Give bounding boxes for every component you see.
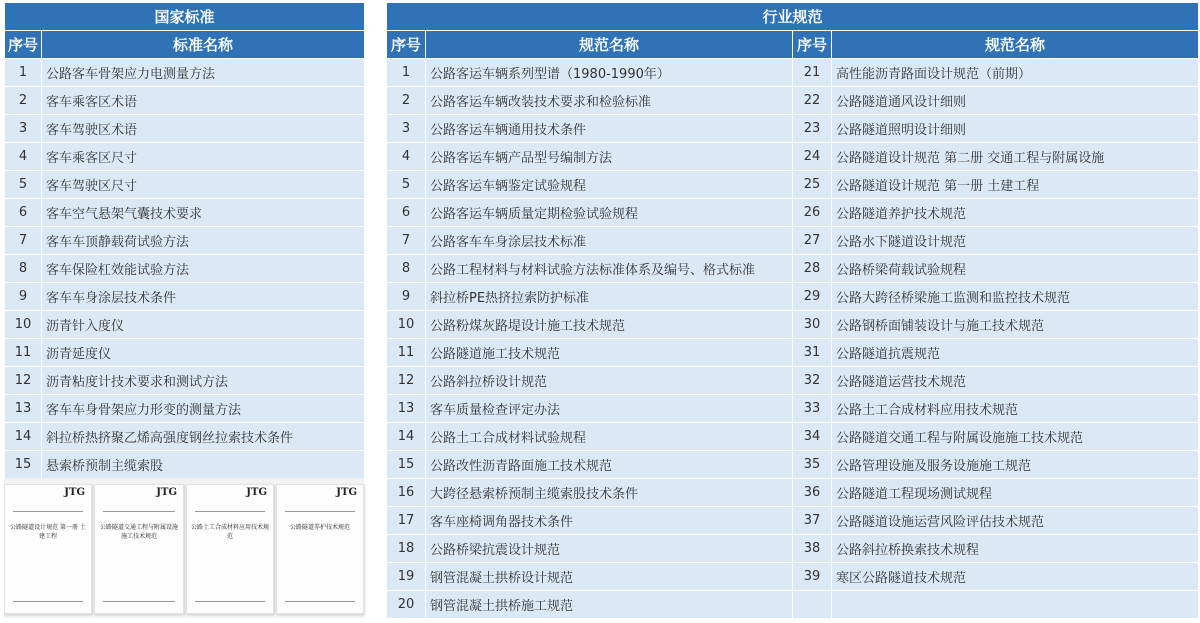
- row-number: 7: [5, 227, 42, 255]
- row-number: 38: [793, 535, 832, 563]
- spec-name: 公路改性沥青路面施工技术规范: [426, 451, 793, 479]
- table-row: [5, 255, 365, 283]
- empty-cell: [832, 591, 1199, 619]
- spec-name: 公路客车车身涂层技术标准: [426, 227, 793, 255]
- industry-specs-title: 行业规范: [387, 3, 1199, 31]
- row-number: 17: [387, 507, 426, 535]
- standard-name: 客车乘客区尺寸: [42, 143, 365, 171]
- spec-name: 公路隧道交通工程与附属设施施工技术规范: [832, 423, 1199, 451]
- spec-name: 公路客运车辆产品型号编制方法: [426, 143, 793, 171]
- row-number: 34: [793, 423, 832, 451]
- row-number: 29: [793, 283, 832, 311]
- row-number: 7: [387, 227, 426, 255]
- row-number: 30: [793, 311, 832, 339]
- row-number: 18: [387, 535, 426, 563]
- spec-name: 公路客运车辆通用技术条件: [426, 115, 793, 143]
- table-row: [5, 311, 365, 339]
- table-row: [5, 87, 365, 115]
- row-number: 15: [5, 451, 42, 479]
- row-number: 31: [793, 339, 832, 367]
- spec-name: 公路客运车辆系列型谱（1980-1990年）: [426, 59, 793, 87]
- table-row: [5, 395, 365, 423]
- table-row: [387, 451, 1199, 479]
- row-number: 6: [387, 199, 426, 227]
- spec-name: 公路隧道工程现场测试规程: [832, 479, 1199, 507]
- row-number: 14: [387, 423, 426, 451]
- table-row: [387, 115, 1199, 143]
- standard-name: 客车驾驶区术语: [42, 115, 365, 143]
- standard-name: 客车乘客区术语: [42, 87, 365, 115]
- spec-name: 公路客运车辆质量定期检验试验规程: [426, 199, 793, 227]
- national-standards-table: [4, 2, 365, 479]
- row-number: 1: [5, 59, 42, 87]
- row-number: 9: [387, 283, 426, 311]
- column-header-no: 序号: [793, 31, 832, 59]
- row-number: 20: [387, 591, 426, 619]
- spec-name: 公路隧道养护技术规范: [832, 199, 1199, 227]
- table-row: [5, 283, 365, 311]
- row-number: 32: [793, 367, 832, 395]
- row-number: 25: [793, 171, 832, 199]
- table-row: [387, 339, 1199, 367]
- row-number: 6: [5, 199, 42, 227]
- table-row: [387, 87, 1199, 115]
- cover-title: 公路隧道交通工程与附属设施施工技术规范: [99, 524, 178, 540]
- spec-name: 寒区公路隧道技术规范: [832, 563, 1199, 591]
- standard-name: 沥青延度仪: [42, 339, 365, 367]
- row-number: 33: [793, 395, 832, 423]
- standard-name: 客车保险杠效能试验方法: [42, 255, 365, 283]
- row-number: 16: [387, 479, 426, 507]
- cover-title: 公路隧道养护技术规范: [289, 524, 350, 531]
- row-number: 2: [5, 87, 42, 115]
- standard-name: 客车车身涂层技术条件: [42, 283, 365, 311]
- column-header-name: 规范名称: [832, 31, 1199, 59]
- spec-name: 钢管混凝土拱桥设计规范: [426, 563, 793, 591]
- spec-name: 客车座椅调角器技术条件: [426, 507, 793, 535]
- spec-name: 钢管混凝土拱桥施工规范: [426, 591, 793, 619]
- standard-covers-image: [4, 478, 364, 618]
- table-row: [387, 395, 1199, 423]
- standard-name: 客车车顶静载荷试验方法: [42, 227, 365, 255]
- row-number: 10: [5, 311, 42, 339]
- national-standards-title: 国家标准: [5, 3, 365, 31]
- row-number: 28: [793, 255, 832, 283]
- row-number: 11: [5, 339, 42, 367]
- row-number: 24: [793, 143, 832, 171]
- table-row: [387, 367, 1199, 395]
- table-row: [387, 171, 1199, 199]
- spec-name: 公路土工合成材料试验规程: [426, 423, 793, 451]
- row-number: 37: [793, 507, 832, 535]
- table-row: [5, 423, 365, 451]
- standard-name: 客车车身骨架应力形变的测量方法: [42, 395, 365, 423]
- table-row: [387, 59, 1199, 87]
- spec-name: 公路桥梁抗震设计规范: [426, 535, 793, 563]
- row-number: 36: [793, 479, 832, 507]
- table-row: [5, 199, 365, 227]
- cover-title: 公路隧道设计规范 第一册 土建工程: [10, 524, 86, 540]
- cover-title: 公路土工合成材料应用技术规范: [191, 524, 270, 540]
- spec-name: 公路隧道施工技术规范: [426, 339, 793, 367]
- table-row: [387, 423, 1199, 451]
- spec-name: 公路管理设施及服务设施施工规范: [832, 451, 1199, 479]
- spec-name: 公路客运车辆鉴定试验规程: [426, 171, 793, 199]
- table-row: [5, 367, 365, 395]
- row-number: 8: [5, 255, 42, 283]
- spec-name: 公路隧道抗震规范: [832, 339, 1199, 367]
- row-number: 27: [793, 227, 832, 255]
- column-header-name: 规范名称: [426, 31, 793, 59]
- standard-name: 沥青粘度计技术要求和测试方法: [42, 367, 365, 395]
- spec-name: 公路工程材料与材料试验方法标准体系及编号、格式标准: [426, 255, 793, 283]
- jtg-badge: JTG: [336, 487, 357, 498]
- spec-name: 公路水下隧道设计规范: [832, 227, 1199, 255]
- table-row: [5, 339, 365, 367]
- industry-specs-table: [386, 2, 1199, 619]
- standard-name: 客车空气悬架气囊技术要求: [42, 199, 365, 227]
- spec-name: 公路大跨径桥梁施工监测和监控技术规范: [832, 283, 1199, 311]
- spec-name: 客车质量检查评定办法: [426, 395, 793, 423]
- table-row: [5, 59, 365, 87]
- table-row: [5, 227, 365, 255]
- spec-name: 斜拉桥PE热挤拉索防护标准: [426, 283, 793, 311]
- row-number: 19: [387, 563, 426, 591]
- row-number: 13: [5, 395, 42, 423]
- jtg-badge: JTG: [156, 487, 177, 498]
- row-number: 12: [5, 367, 42, 395]
- standard-name: 客车驾驶区尺寸: [42, 171, 365, 199]
- row-number: 39: [793, 563, 832, 591]
- row-number: 1: [387, 59, 426, 87]
- table-row: [387, 507, 1199, 535]
- row-number: 35: [793, 451, 832, 479]
- table-row: [5, 115, 365, 143]
- table-row: [387, 311, 1199, 339]
- spec-name: 公路钢桥面铺装设计与施工技术规范: [832, 311, 1199, 339]
- row-number: 21: [793, 59, 832, 87]
- standard-name: 斜拉桥热挤聚乙烯高强度钢丝拉索技术条件: [42, 423, 365, 451]
- cover-4: [276, 484, 364, 614]
- spec-name: 公路桥梁荷载试验规程: [832, 255, 1199, 283]
- table-row: [387, 227, 1199, 255]
- spec-name: 公路隧道设施运营风险评估技术规范: [832, 507, 1199, 535]
- table-row: [387, 255, 1199, 283]
- row-number: 8: [387, 255, 426, 283]
- jtg-badge: JTG: [64, 487, 85, 498]
- spec-name: 公路客运车辆改装技术要求和检验标准: [426, 87, 793, 115]
- table-row: [387, 143, 1199, 171]
- row-number: 9: [5, 283, 42, 311]
- spec-name: 公路隧道设计规范 第一册 土建工程: [832, 171, 1199, 199]
- standard-name: 公路客车骨架应力电测量方法: [42, 59, 365, 87]
- column-header-name: 标准名称: [42, 31, 365, 59]
- cover-3: [186, 484, 274, 614]
- table-row: [387, 199, 1199, 227]
- table-row: [387, 563, 1199, 591]
- jtg-badge: JTG: [246, 487, 267, 498]
- row-number: 5: [387, 171, 426, 199]
- row-number: 22: [793, 87, 832, 115]
- standard-name: 悬索桥预制主缆索股: [42, 451, 365, 479]
- cover-1: [4, 484, 92, 614]
- column-header-no: 序号: [387, 31, 426, 59]
- table-row: [5, 171, 365, 199]
- table-row: [387, 283, 1199, 311]
- spec-name: 公路斜拉桥设计规范: [426, 367, 793, 395]
- spec-name: 公路土工合成材料应用技术规范: [832, 395, 1199, 423]
- row-number: 15: [387, 451, 426, 479]
- spec-name: 公路斜拉桥换索技术规程: [832, 535, 1199, 563]
- row-number: 23: [793, 115, 832, 143]
- row-number: 12: [387, 367, 426, 395]
- spec-name: 大跨径悬索桥预制主缆索股技术条件: [426, 479, 793, 507]
- table-row: [5, 143, 365, 171]
- standard-name: 沥青针入度仪: [42, 311, 365, 339]
- column-header-no: 序号: [5, 31, 42, 59]
- spec-name: 公路粉煤灰路堤设计施工技术规范: [426, 311, 793, 339]
- row-number: 11: [387, 339, 426, 367]
- spec-name: 公路隧道照明设计细则: [832, 115, 1199, 143]
- row-number: 5: [5, 171, 42, 199]
- spec-name: 高性能沥青路面设计规范（前期）: [832, 59, 1199, 87]
- row-number: 4: [5, 143, 42, 171]
- empty-cell: [793, 591, 832, 619]
- spec-name: 公路隧道运营技术规范: [832, 367, 1199, 395]
- table-row: [387, 591, 1199, 619]
- row-number: 10: [387, 311, 426, 339]
- table-row: [5, 451, 365, 479]
- row-number: 26: [793, 199, 832, 227]
- cover-2: [94, 484, 184, 614]
- row-number: 4: [387, 143, 426, 171]
- row-number: 13: [387, 395, 426, 423]
- spec-name: 公路隧道设计规范 第二册 交通工程与附属设施: [832, 143, 1199, 171]
- table-row: [387, 535, 1199, 563]
- row-number: 14: [5, 423, 42, 451]
- row-number: 3: [387, 115, 426, 143]
- row-number: 3: [5, 115, 42, 143]
- spec-name: 公路隧道通风设计细则: [832, 87, 1199, 115]
- row-number: 2: [387, 87, 426, 115]
- table-row: [387, 479, 1199, 507]
